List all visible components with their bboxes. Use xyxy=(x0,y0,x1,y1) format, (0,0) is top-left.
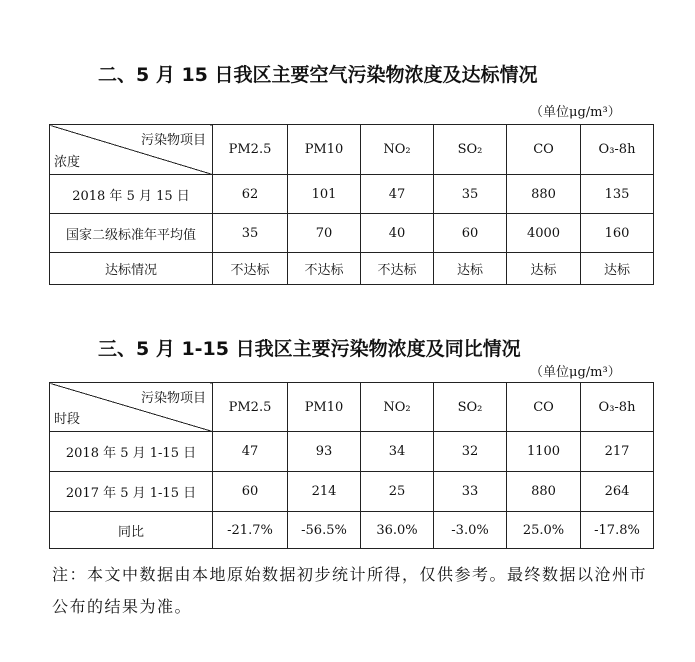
table-cell: 达标 xyxy=(434,253,507,285)
table-cell: 33 xyxy=(434,472,507,512)
column-header: NO₂ xyxy=(361,383,434,432)
column-header: SO₂ xyxy=(434,125,507,175)
table-cell: 880 xyxy=(507,472,581,512)
section2-unit: （单位μg/m³） xyxy=(530,365,621,380)
table-cell: 1100 xyxy=(507,432,581,472)
table-cell: 47 xyxy=(361,175,434,214)
column-header: NO₂ xyxy=(361,125,434,175)
table-cell: -56.5% xyxy=(288,512,361,549)
table-cell: 25 xyxy=(361,472,434,512)
table-row xyxy=(50,472,654,512)
column-header: SO₂ xyxy=(434,383,507,432)
table-cell: 达标 xyxy=(507,253,581,285)
table-cell: 47 xyxy=(213,432,288,472)
section2-title: 三、5 月 1-15 日我区主要污染物浓度及同比情况 xyxy=(98,338,521,360)
table-cell: 不达标 xyxy=(361,253,434,285)
table-header-row xyxy=(50,383,654,432)
table-cell: 40 xyxy=(361,214,434,253)
row-label: 2018 年 5 月 1-15 日 xyxy=(50,432,213,472)
column-header: PM10 xyxy=(288,383,361,432)
column-header: O₃-8h xyxy=(581,383,654,432)
table-row xyxy=(50,175,654,214)
table-cell: -17.8% xyxy=(581,512,654,549)
table-cell: 101 xyxy=(288,175,361,214)
section1-unit: （单位μg/m³） xyxy=(530,105,621,120)
table-cell: 36.0% xyxy=(361,512,434,549)
row-label: 达标情况 xyxy=(50,253,213,285)
table-cell: 217 xyxy=(581,432,654,472)
table-row xyxy=(50,512,654,549)
column-header: PM2.5 xyxy=(213,125,288,175)
table-cell: -21.7% xyxy=(213,512,288,549)
table-cell: 35 xyxy=(213,214,288,253)
table-corner-cell xyxy=(50,383,213,432)
table-row xyxy=(50,432,654,472)
column-header: CO xyxy=(507,383,581,432)
table-row xyxy=(50,253,654,285)
table-cell: 93 xyxy=(288,432,361,472)
table-cell: 4000 xyxy=(507,214,581,253)
table-header-row xyxy=(50,125,654,175)
column-header: PM2.5 xyxy=(213,383,288,432)
corner-label-concentration: 浓度 xyxy=(54,155,81,170)
table-period-pollutants xyxy=(49,382,654,549)
table-cell: -3.0% xyxy=(434,512,507,549)
table-corner-cell xyxy=(50,125,213,175)
table-cell: 34 xyxy=(361,432,434,472)
section1-title: 二、5 月 15 日我区主要空气污染物浓度及达标情况 xyxy=(98,64,538,86)
table-cell: 不达标 xyxy=(213,253,288,285)
table-cell: 32 xyxy=(434,432,507,472)
table-cell: 不达标 xyxy=(288,253,361,285)
column-header: O₃-8h xyxy=(581,125,654,175)
footnote: 注：本文中数据由本地原始数据初步统计所得，仅供参考。最终数据以沧州市公布的结果为准。 xyxy=(52,565,648,616)
table-cell: 25.0% xyxy=(507,512,581,549)
table-cell: 60 xyxy=(213,472,288,512)
table-cell: 214 xyxy=(288,472,361,512)
table-cell: 62 xyxy=(213,175,288,214)
corner-label-period: 时段 xyxy=(54,412,81,427)
row-label: 2017 年 5 月 1-15 日 xyxy=(50,472,213,512)
table-cell: 264 xyxy=(581,472,654,512)
column-header: PM10 xyxy=(288,125,361,175)
corner-label-pollutant: 污染物项目 xyxy=(140,133,206,148)
table-daily-pollutants xyxy=(49,124,654,285)
table-cell: 达标 xyxy=(581,253,654,285)
column-header: CO xyxy=(507,125,581,175)
table-row xyxy=(50,214,654,253)
row-label: 2018 年 5 月 15 日 xyxy=(50,175,213,214)
table-cell: 60 xyxy=(434,214,507,253)
table-cell: 35 xyxy=(434,175,507,214)
table-cell: 135 xyxy=(581,175,654,214)
row-label: 同比 xyxy=(50,512,213,549)
table-cell: 160 xyxy=(581,214,654,253)
corner-label-pollutant: 污染物项目 xyxy=(140,391,206,406)
table-cell: 70 xyxy=(288,214,361,253)
row-label: 国家二级标准年平均值 xyxy=(50,214,213,253)
table-cell: 880 xyxy=(507,175,581,214)
